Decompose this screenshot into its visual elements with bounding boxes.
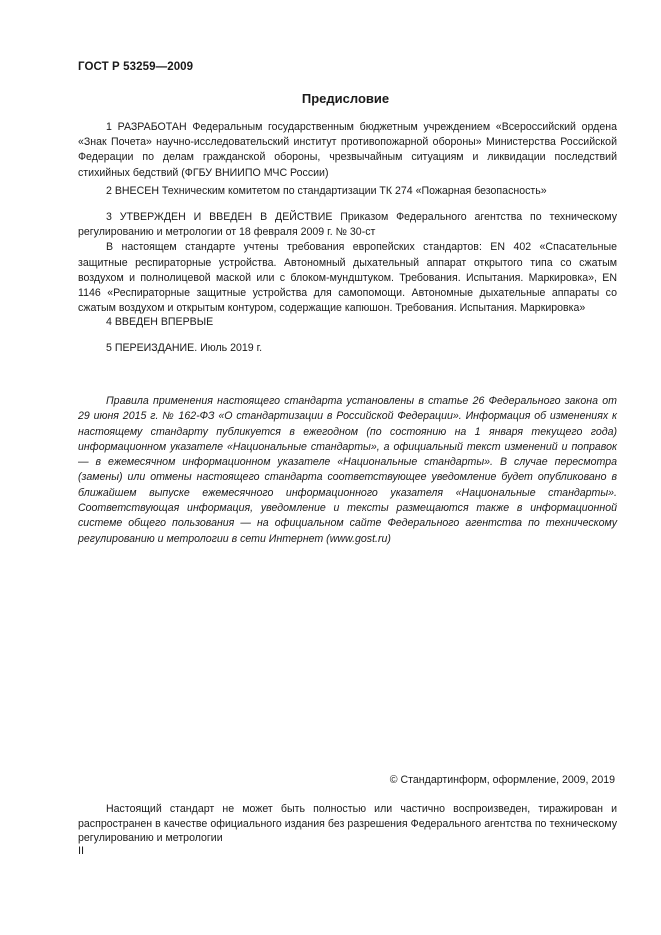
reproduction-notice-text: Настоящий стандарт не может быть полностью или частично воспроизведен, тиражирован и распространен в качестве официального издания без разрешения Федерального агентства по техническому регулированию и метрологии [78,803,617,844]
preface-item-text: 1 РАЗРАБОТАН Федеральным государственным бюджетным учреждением «Всероссийский ордена «Знак Почета» научно-исследовательский институт противопожарной обороны» Министерства Российской Федерации по делам гражданской обороны, чрезвычайным ситуациям и ликвидации последствий стихийных бедствий (ФГБУ ВНИИПО МЧС России) [78,121,617,179]
preface-item-2 [78,184,617,199]
application-rules-text: Правила применения настоящего стандарта установлены в статье 26 Федерального закона от 29 июня 2015 г. № 162-ФЗ «О стандартизации в Российской Федерации». Информация об изменениях к настоящему стандарту публикуется в ежегодном (по состоянию на 1 января текущего года) информационном указателе «Национальные стандарты», а официальный текст изменений и поправок — в ежемесячном информационном указателе «Национальные стандарты». В случае пересмотра (замены) или отмены настоящего стандарта соответствующее уведомление будет опубликовано в ближайшем выпуске ежемесячного информационного указателя «Национальные стандарты». Соответствующая информация, уведомление и тексты размещаются также в информационной системе общего пользования — на официальном сайте Федерального агентства по техническому регулированию и метрологии в сети Интернет (www.gost.ru) [78,395,617,545]
copyright-line: © Стандартинформ, оформление, 2009, 2019 [389,774,615,786]
application-rules-note [78,394,617,547]
preface-item-1 [78,120,617,181]
preface-item-text: 5 ПЕРЕИЗДАНИЕ. Июль 2019 г. [106,342,263,354]
preface-item-3 [78,210,617,316]
reproduction-notice [78,802,617,846]
standard-number: ГОСТ Р 53259—2009 [78,61,194,73]
preface-item-text: 2 ВНЕСЕН Техническим комитетом по стандартизации ТК 274 «Пожарная безопасность» [106,185,547,197]
preface-item-text: 4 ВВЕДЕН ВПЕРВЫЕ [106,316,214,328]
preface-item-text: 3 УТВЕРЖДЕН И ВВЕДЕН В ДЕЙСТВИЕ Приказом Федерального агентства по техническому регулированию и метрологии от 18 февраля 2009 г. № 30-ст [78,211,617,239]
preface-item-text: В настоящем стандарте учтены требования европейских стандартов: EN 402 «Спасательные защитные респираторные устройства. Автономный дыхательный аппарат открытого типа со сжатым воздухом и полнолицевой маской или с блоком-мундштуком. Требования. Испытания. Маркировка», EN 1146 «Респираторные защитные устройства для самопомощи. Автономные дыхательные аппараты со сжатым воздухом и открытым контуром, содержащие капюшон. Требования. Испытания. Маркировка» [78,241,617,315]
preface-item-5 [78,341,617,356]
preface-item-4 [78,315,617,330]
page-number: II [78,845,85,857]
preface-title: Предисловие [301,91,390,106]
